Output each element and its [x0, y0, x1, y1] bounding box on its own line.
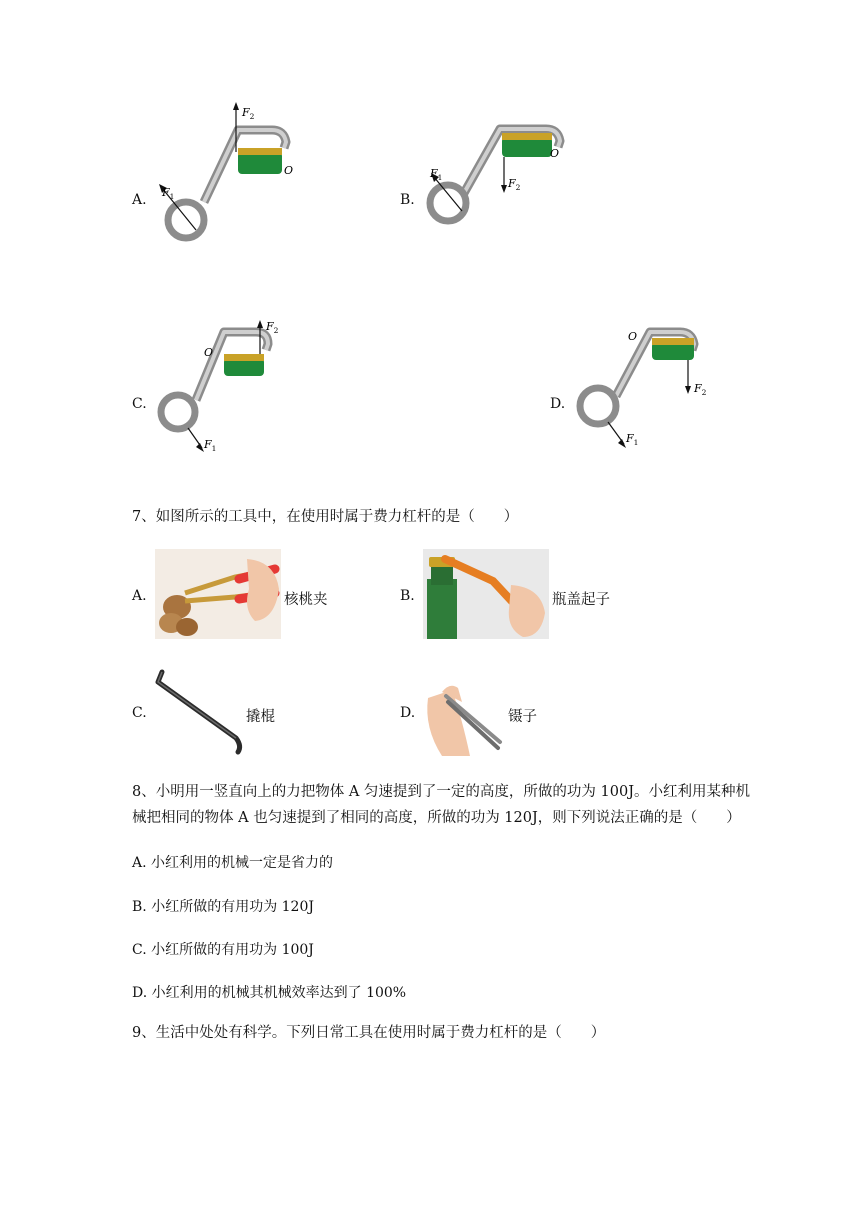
q6-a-f2-label: $F_2$: [242, 106, 255, 121]
q7-option-d-caption: 镊子: [508, 709, 537, 725]
q7-option-a-label: A.: [132, 588, 147, 604]
q6-a-pivot-label: O: [284, 164, 294, 177]
q6-option-d-figure[interactable]: [570, 318, 720, 458]
q7-option-c-image[interactable]: [152, 666, 252, 756]
q6-b-pivot-label: O: [550, 147, 560, 160]
q8-stem-line1: 8、小明用一竖直向上的力把物体 A 匀速提到了一定的高度，所做的功为 100J。小红利用某种机: [132, 784, 751, 800]
q6-d-f2-label: $F_2$: [694, 382, 707, 397]
q7-option-c-label: C.: [132, 705, 147, 721]
q8-option-a[interactable]: A. 小红利用的机械一定是省力的: [132, 855, 334, 871]
q6-option-c-label: C.: [132, 396, 147, 412]
q8-option-c[interactable]: C. 小红所做的有用功为 100J: [132, 942, 314, 958]
q7-option-a-image[interactable]: [155, 549, 281, 639]
q6-d-pivot-label: O: [628, 330, 638, 343]
q6-c-f1-label: $F_1$: [204, 438, 217, 453]
q9-stem: 9、生活中处处有科学。下列日常工具在使用时属于费力杠杆的是（ ）: [132, 1025, 606, 1041]
q6-option-b-label: B.: [400, 192, 415, 208]
q6-option-a-figure[interactable]: [152, 100, 302, 250]
q8-stem-line2: 械把相同的物体 A 也匀速提到了相同的高度，所做的功为 120J，则下列说法正确的是（ ）: [132, 810, 741, 826]
q6-option-d-label: D.: [550, 396, 566, 412]
q6-d-f1-label: $F_1$: [626, 432, 639, 447]
q6-a-f1-label: $F_1$: [162, 186, 175, 201]
q6-c-f2-label: $F_2$: [266, 320, 279, 335]
q6-b-f2-label: $F_2$: [508, 177, 521, 192]
q8-option-b[interactable]: B. 小红所做的有用功为 120J: [132, 899, 314, 915]
q6-c-pivot-label: O: [204, 346, 214, 359]
q7-option-b-image[interactable]: [423, 549, 549, 639]
q7-option-d-label: D.: [400, 705, 416, 721]
q8-option-d[interactable]: D. 小红利用的机械其机械效率达到了 100%: [132, 985, 407, 1001]
q7-option-b-caption: 瓶盖起子: [552, 592, 610, 608]
q6-b-f1-label: $F_1$: [430, 167, 443, 182]
q7-stem: 7、如图所示的工具中，在使用时属于费力杠杆的是（ ）: [132, 509, 519, 525]
q6-option-b-figure[interactable]: [420, 115, 570, 235]
q6-option-c-figure[interactable]: [152, 318, 292, 458]
q6-option-a-label: A.: [132, 192, 147, 208]
q7-option-a-caption: 核桃夹: [284, 592, 328, 608]
q7-option-b-label: B.: [400, 588, 415, 604]
q7-option-d-image[interactable]: [422, 668, 508, 758]
q7-option-c-caption: 撬棍: [246, 709, 275, 725]
